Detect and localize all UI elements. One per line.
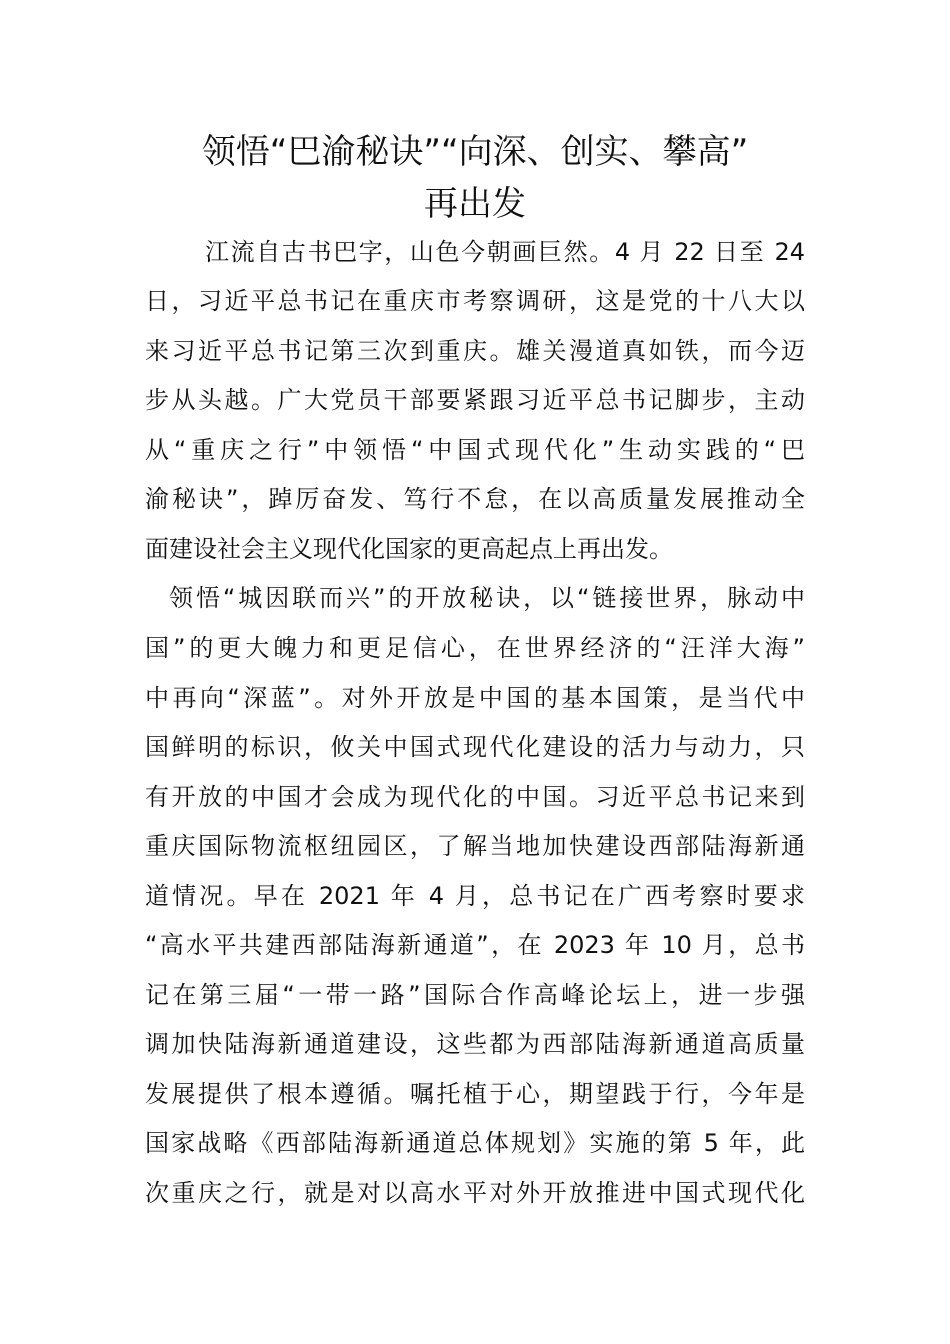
body-line: 记在第三届“一带一路”国际合作高峰论坛上，进一步强 <box>145 981 805 1009</box>
body-line: 调加快陆海新通道建设，这些都为西部陆海新通道高质量 <box>145 1030 805 1058</box>
body-line: 面建设社会主义现代化国家的更高起点上再出发。 <box>145 535 673 563</box>
body-line: 来习近平总书记第三次到重庆。雄关漫道真如铁，而今迈 <box>145 337 805 365</box>
document-title-line-1: 领悟“巴渝秘诀”“向深、创实、攀高” <box>201 132 749 172</box>
body-line: 从“重庆之行”中领悟“中国式现代化”生动实践的“巴 <box>145 436 805 464</box>
document-title-line-2: 再出发 <box>424 184 526 224</box>
body-line: 江流自古书巴字，山色今朝画巨然。4 月 22 日至 24 <box>205 238 805 266</box>
body-line: 重庆国际物流枢纽园区，了解当地加快建设西部陆海新通 <box>145 832 805 860</box>
body-line: 次重庆之行，就是对以高水平对外开放推进中国式现代化 <box>145 1179 805 1207</box>
body-line: 有开放的中国才会成为现代化的中国。习近平总书记来到 <box>145 783 805 811</box>
body-line: 国”的更大魄力和更足信心，在世界经济的“汪洋大海” <box>145 634 805 662</box>
body-line: 发展提供了根本遵循。嘱托植于心，期望践于行，今年是 <box>145 1080 805 1108</box>
body-line: 步从头越。广大党员干部要紧跟习近平总书记脚步，主动 <box>145 386 805 414</box>
body-line: 国家战略《西部陆海新通道总体规划》实施的第 5 年，此 <box>145 1129 805 1157</box>
body-line: 道情况。早在 2021 年 4 月，总书记在广西考察时要求 <box>145 882 805 910</box>
body-line: 领悟“城因联而兴”的开放秘诀，以“链接世界，脉动中 <box>169 584 805 612</box>
body-line: “高水平共建西部陆海新通道”，在 2023 年 10 月，总书 <box>145 931 805 959</box>
body-line: 日，习近平总书记在重庆市考察调研，这是党的十八大以 <box>145 287 805 315</box>
body-line: 国鲜明的标识，攸关中国式现代化建设的活力与动力，只 <box>145 733 805 761</box>
body-line: 渝秘诀”，踔厉奋发、笃行不怠，在以高质量发展推动全 <box>145 485 805 513</box>
body-line: 中再向“深蓝”。对外开放是中国的基本国策，是当代中 <box>145 684 805 712</box>
